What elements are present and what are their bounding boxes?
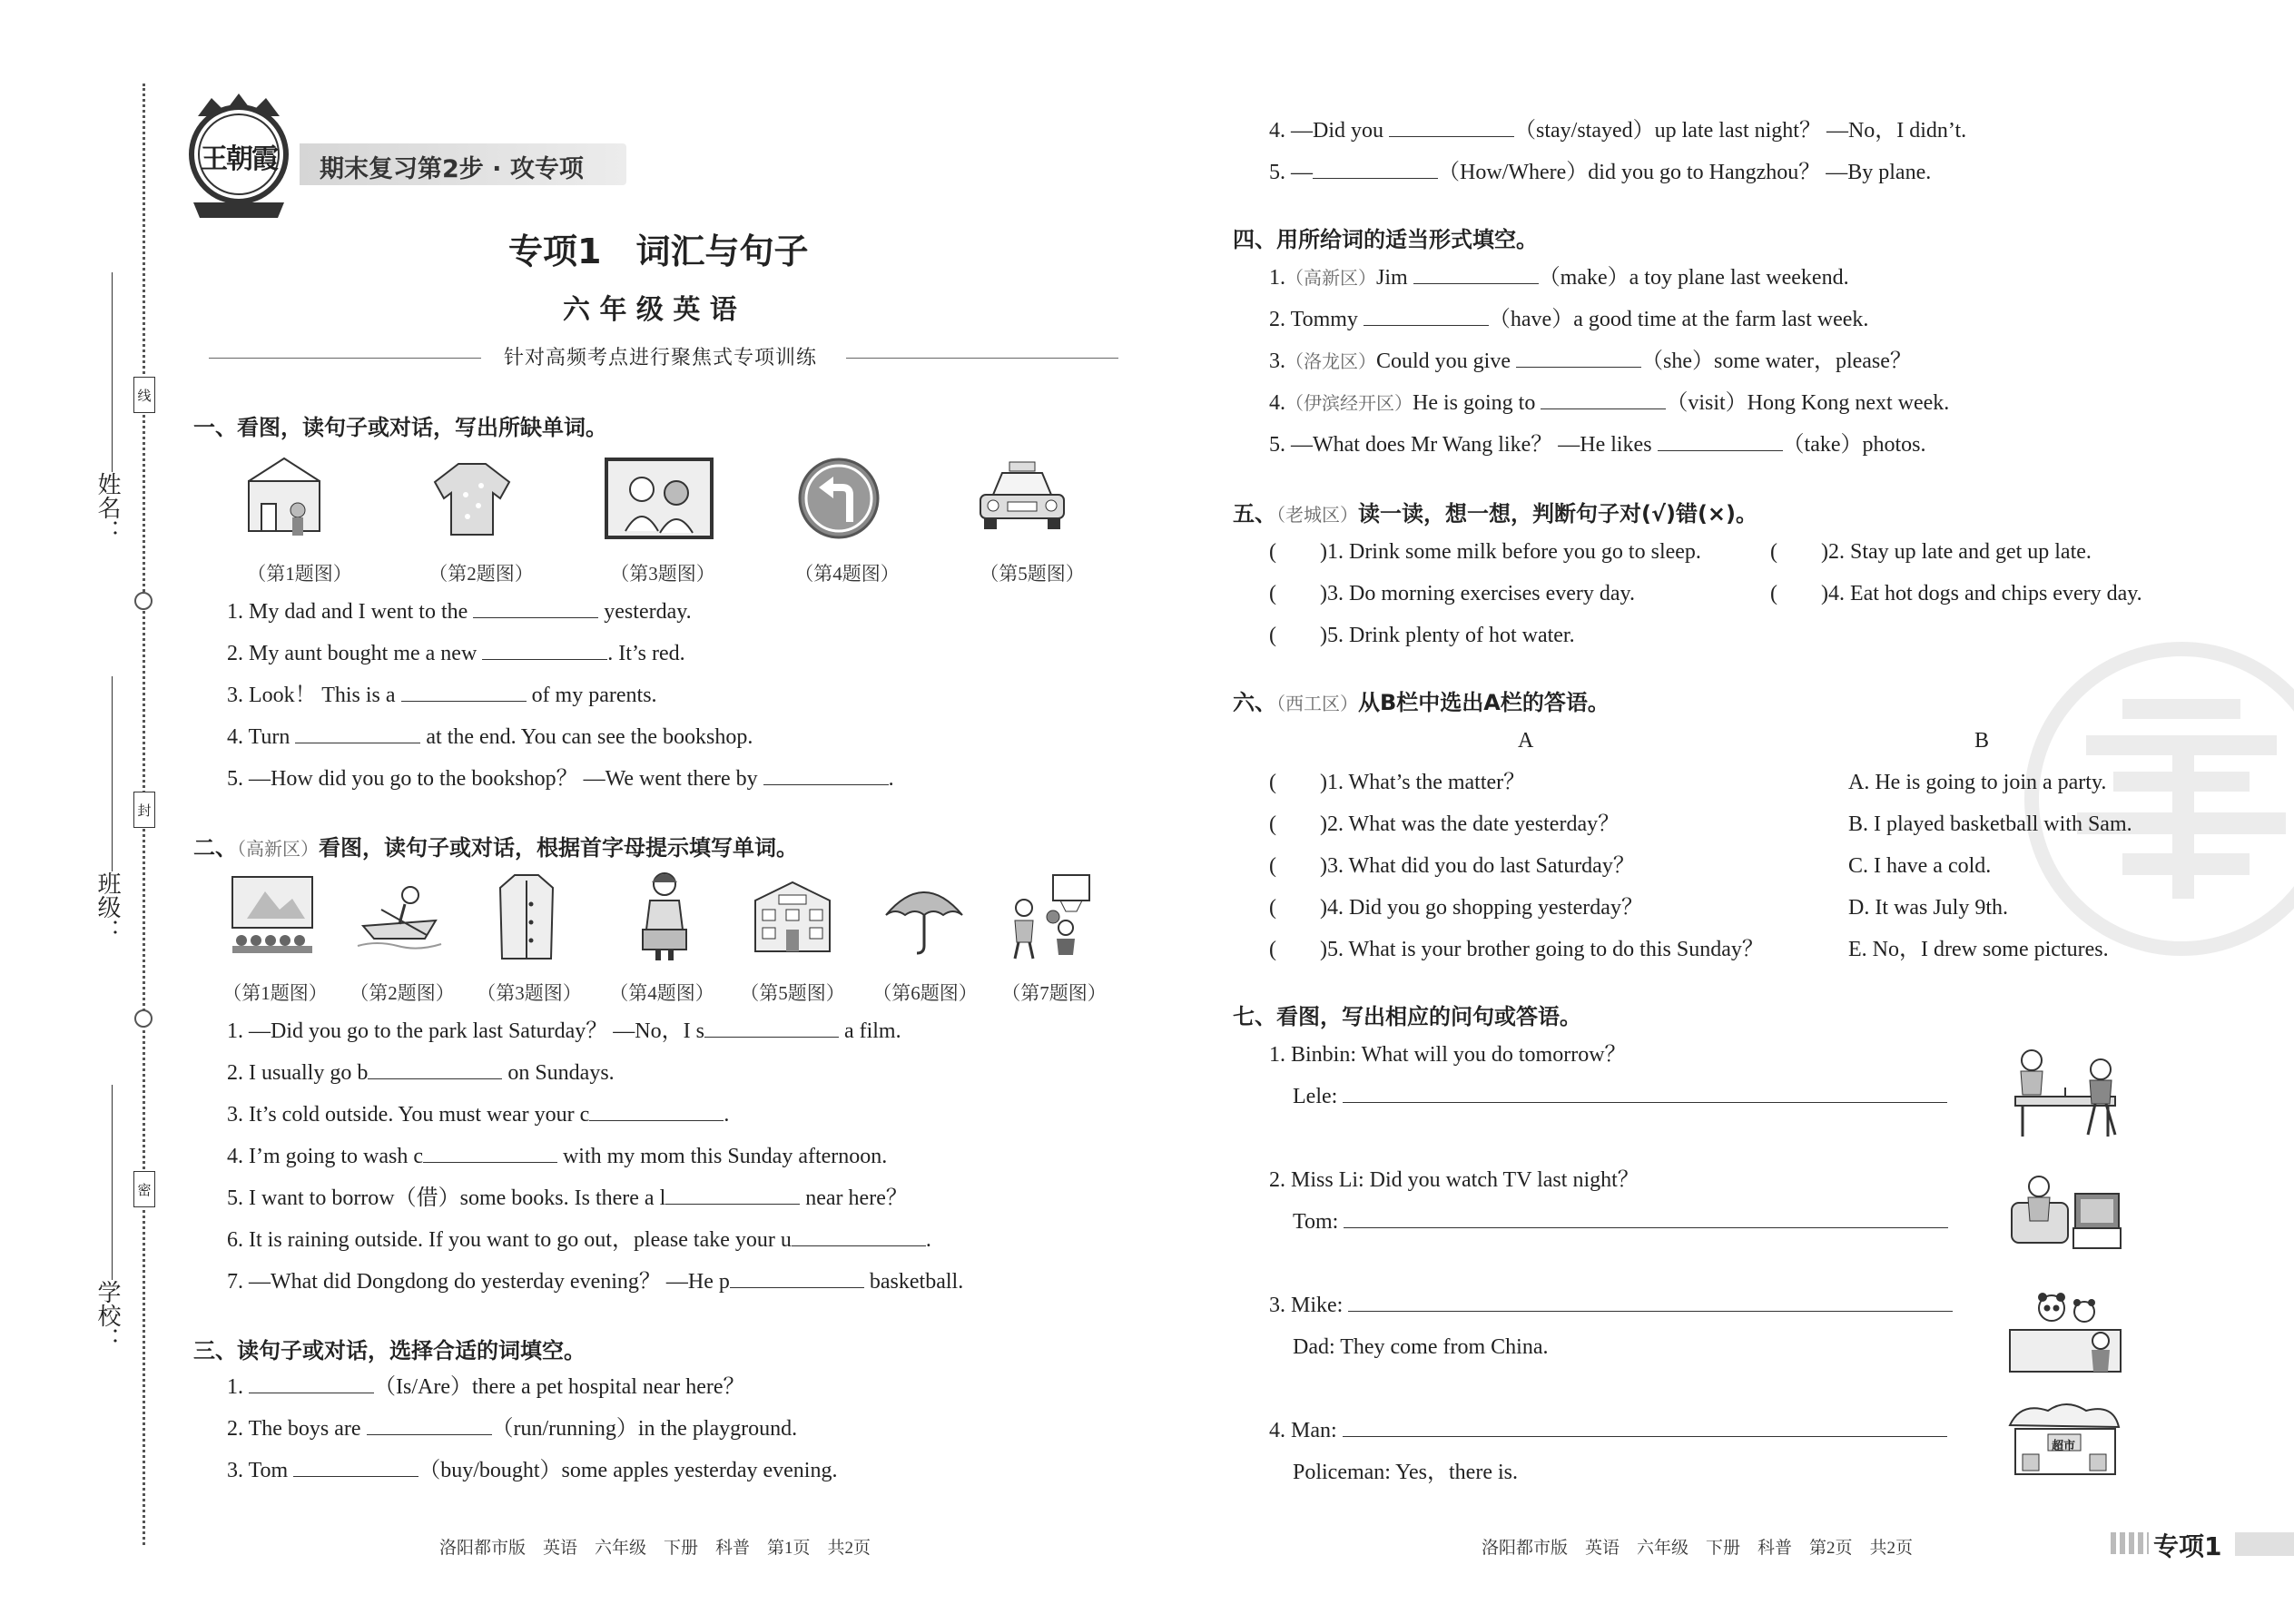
answer-blank[interactable] xyxy=(589,1100,724,1121)
s3-item-2: 2. The boys are （run/running）in the playground. xyxy=(227,1414,797,1443)
s2-item-7: 7. —What did Dongdong do yesterday evening？ —He p basketball. xyxy=(227,1267,963,1296)
tagline-rule-left xyxy=(209,358,481,359)
s7-q2: 2. Miss Li: Did you watch TV last night？ xyxy=(1269,1168,1639,1192)
cinema-picture xyxy=(229,873,316,961)
s4-item-5: 5. —What does Mr Wang like？ —He likes （take）photos. xyxy=(1269,430,1926,459)
binding-hole-icon xyxy=(134,592,153,610)
s2-item-1: 1. —Did you go to the park last Saturday？ —No，I s a film. xyxy=(227,1017,901,1046)
basketball-picture xyxy=(1002,871,1093,967)
answer-blank[interactable] xyxy=(368,1058,502,1079)
s6-b-item-5: E. No，I drew some pictures. xyxy=(1848,938,2109,961)
s3-item-4: 4. —Did you （stay/stayed）up late last night？ —No，I didn’t. xyxy=(1269,116,1966,145)
watching-tv-picture xyxy=(2006,1166,2124,1262)
s4-item-4: 4.（伊滨经开区）He is going to （visit）Hong Kong next week. xyxy=(1269,389,1949,418)
s6-b-item-4: D. It was July 9th. xyxy=(1848,896,2008,920)
library-building-picture xyxy=(743,873,842,961)
s6-b-item-3: C. I have a cold. xyxy=(1848,854,1992,878)
answer-paren[interactable]: ( ) xyxy=(1269,854,1327,878)
s2-item-4: 4. I’m going to wash c with my mom this Sunday afternoon. xyxy=(227,1142,887,1171)
name-field[interactable] xyxy=(112,272,113,472)
s2-item-5: 5. I want to borrow（借）some books. Is there a l near here？ xyxy=(227,1184,908,1213)
section-2-title: 二、（高新区）看图，读句子或对话，根据首字母提示填写单词。 xyxy=(193,835,798,861)
s7-a3: Dad: They come from China. xyxy=(1293,1335,1549,1359)
s6-b-item-1: A. He is going to join a party. xyxy=(1848,771,2107,794)
footer-right: 洛阳都市版 英语 六年级 下册 科普 第2页 共2页 xyxy=(1482,1539,1914,1558)
s5-item-2: ( )2. Stay up late and get up late. xyxy=(1770,540,2092,564)
s2-caption-7: （第7题图） xyxy=(1001,982,1107,1004)
school-label: 学校： xyxy=(94,1280,121,1351)
s6-b-item-2: B. I played basketball with Sam. xyxy=(1848,812,2132,836)
answer-blank[interactable] xyxy=(1389,116,1514,137)
answer-line[interactable] xyxy=(1343,1416,1947,1437)
s3-item-5: 5. — （How/Where）did you go to Hangzhou？ —By plane. xyxy=(1269,158,1931,187)
kindergarten-picture xyxy=(243,454,325,547)
s2-caption-1: （第1题图） xyxy=(222,982,328,1004)
page-subtitle: 六 年 级 英 语 xyxy=(563,294,737,326)
s2-caption-6: （第6题图） xyxy=(872,982,978,1004)
answer-blank[interactable] xyxy=(367,1414,492,1435)
s1-item-2: 2. My aunt bought me a new . It’s red. xyxy=(227,639,685,668)
answer-blank[interactable] xyxy=(249,1373,374,1393)
s6-a-item-2: ( )2. What was the date yesterday？ xyxy=(1269,812,1620,836)
boating-picture xyxy=(354,879,445,960)
answer-blank[interactable] xyxy=(482,639,607,660)
answer-blank[interactable] xyxy=(1313,158,1438,179)
binding-hole-icon xyxy=(134,1009,153,1028)
answer-blank[interactable] xyxy=(792,1225,926,1246)
s5-item-5: ( )5. Drink plenty of hot water. xyxy=(1269,624,1575,647)
s4-item-3: 3.（洛龙区）Could you give （she）some water，please？ xyxy=(1269,347,1912,377)
col-b-header: B xyxy=(1974,729,1990,753)
section-5-title: 五、（老城区）读一读，想一想，判断句子对(√)错(×)。 xyxy=(1233,501,1757,527)
ping-pong-picture xyxy=(2006,1044,2130,1148)
s2-caption-3: （第3题图） xyxy=(477,982,582,1004)
umbrella-picture xyxy=(882,873,966,961)
answer-line[interactable] xyxy=(1344,1207,1948,1228)
section-4-title: 四、用所给词的适当形式填空。 xyxy=(1233,227,1538,252)
s6-a-item-1: ( )1. What’s the matter？ xyxy=(1269,771,1526,794)
answer-blank[interactable] xyxy=(295,723,420,743)
answer-paren[interactable]: ( ) xyxy=(1269,582,1327,605)
coat-picture xyxy=(495,871,558,967)
answer-paren[interactable]: ( ) xyxy=(1269,624,1327,647)
s1-item-5: 5. —How did you go to the bookshop？ —We went there by . xyxy=(227,764,894,793)
taxi-picture xyxy=(975,458,1069,539)
s7-a1: Lele: xyxy=(1293,1082,1947,1111)
answer-blank[interactable] xyxy=(763,764,889,785)
s7-a4: Policeman: Yes，there is. xyxy=(1293,1461,1518,1484)
s1-caption-5: （第5题图） xyxy=(980,563,1085,585)
s3-item-1: 1. （Is/Are）there a pet hospital near here？ xyxy=(227,1373,745,1402)
answer-paren[interactable]: ( ) xyxy=(1269,812,1327,836)
answer-blank[interactable] xyxy=(1364,305,1489,326)
s2-caption-4: （第4题图） xyxy=(609,982,714,1004)
answer-blank[interactable] xyxy=(665,1184,800,1205)
s7-a2: Tom: xyxy=(1293,1207,1948,1236)
answer-line[interactable] xyxy=(1343,1082,1947,1103)
answer-blank[interactable] xyxy=(473,597,598,618)
class-label: 班级： xyxy=(94,871,121,942)
supermarket-sign: 超市 xyxy=(2052,1440,2076,1453)
section-7-title: 七、看图，写出相应的问句或答语。 xyxy=(1233,1004,1581,1029)
s6-a-item-3: ( )3. What did you do last Saturday？ xyxy=(1269,854,1635,878)
banner-text: 期末复习第2步 · 攻专项 xyxy=(320,155,584,183)
answer-blank[interactable] xyxy=(1541,389,1666,409)
tagline-rule-right xyxy=(846,358,1118,359)
s2-caption-5: （第5题图） xyxy=(740,982,845,1004)
s5-item-4: ( )4. Eat hot dogs and chips every day. xyxy=(1770,582,2142,605)
answer-paren[interactable]: ( ) xyxy=(1269,938,1327,961)
section-3-title: 三、读句子或对话，选择合适的词填空。 xyxy=(193,1338,586,1363)
s3-item-3: 3. Tom （buy/bought）some apples yesterday evening. xyxy=(227,1456,837,1485)
sweater-picture xyxy=(431,458,513,545)
s1-item-1: 1. My dad and I went to the yesterday. xyxy=(227,597,692,626)
answer-blank[interactable] xyxy=(1413,263,1539,284)
footer-tag: 专项1 xyxy=(2153,1531,2222,1561)
section-1-title: 一、看图，读句子或对话，写出所缺单词。 xyxy=(193,415,607,440)
s1-caption-4: （第4题图） xyxy=(794,563,900,585)
answer-blank[interactable] xyxy=(1658,430,1783,451)
answer-paren[interactable]: ( ) xyxy=(1770,582,1828,605)
answer-blank[interactable] xyxy=(730,1267,864,1288)
s4-item-2: 2. Tommy （have）a good time at the farm last week. xyxy=(1269,305,1868,334)
footer-left: 洛阳都市版 英语 六年级 下册 科普 第1页 共2页 xyxy=(439,1539,871,1558)
s7-q3: 3. Mike: xyxy=(1269,1291,1953,1320)
s1-item-4: 4. Turn at the end. You can see the bookshop. xyxy=(227,723,753,752)
section-6-title: 六、（西工区）从B栏中选出A栏的答语。 xyxy=(1233,690,1610,715)
s6-a-item-4: ( )4. Did you go shopping yesterday？ xyxy=(1269,896,1643,920)
s2-item-6: 6. It is raining outside. If you want to go out，please take your u . xyxy=(227,1225,931,1255)
col-a-header: A xyxy=(1518,729,1534,753)
answer-line[interactable] xyxy=(1348,1291,1953,1312)
s1-caption-1: （第1题图） xyxy=(247,563,352,585)
s1-caption-3: （第3题图） xyxy=(610,563,715,585)
answer-blank[interactable] xyxy=(401,681,527,702)
answer-blank[interactable] xyxy=(1516,347,1641,368)
tagline: 针对高频考点进行聚焦式专项训练 xyxy=(504,346,818,369)
name-label: 姓名： xyxy=(94,472,121,543)
s2-item-3: 3. It’s cold outside. You must wear your c . xyxy=(227,1100,729,1129)
seal-char-1: 线 xyxy=(133,377,155,413)
footer-tag-bar xyxy=(2235,1532,2294,1556)
s5-item-3: ( )3. Do morning exercises every day. xyxy=(1269,582,1635,605)
turn-left-sign-picture xyxy=(797,457,881,545)
answer-paren[interactable]: ( ) xyxy=(1770,540,1828,564)
seal-char-3: 密 xyxy=(133,1171,155,1207)
school-field[interactable] xyxy=(112,1085,113,1280)
answer-blank[interactable] xyxy=(423,1142,557,1163)
s2-item-2: 2. I usually go b on Sundays. xyxy=(227,1058,615,1088)
s5-item-1: ( )1. Drink some milk before you go to sleep. xyxy=(1269,540,1701,564)
washing-clothes-picture xyxy=(628,870,701,967)
s7-q4: 4. Man: xyxy=(1269,1416,1947,1445)
pandas-zoo-picture xyxy=(2006,1284,2124,1380)
s2-caption-2: （第2题图） xyxy=(350,982,455,1004)
footer-tag-pattern xyxy=(2111,1532,2149,1554)
class-field[interactable] xyxy=(112,676,113,871)
s6-a-item-5: ( )5. What is your brother going to do this Sunday？ xyxy=(1269,938,1764,961)
s1-caption-2: （第2题图） xyxy=(428,563,534,585)
answer-blank[interactable] xyxy=(293,1456,418,1477)
seal-char-2: 封 xyxy=(133,792,155,828)
s7-q1: 1. Binbin: What will you do tomorrow？ xyxy=(1269,1043,1627,1067)
answer-paren[interactable]: ( ) xyxy=(1269,540,1327,564)
photo-of-parents-picture xyxy=(604,457,714,545)
s4-item-1: 1.（高新区）Jim （make）a toy plane last weekend. xyxy=(1269,263,1849,293)
confidential-watermark xyxy=(2023,635,2294,967)
page-title: 专项1 词汇与句子 xyxy=(508,231,809,271)
logo-text: 王朝霞 xyxy=(201,143,277,175)
answer-paren[interactable]: ( ) xyxy=(1269,896,1327,920)
brand-logo xyxy=(180,89,298,225)
answer-paren[interactable]: ( ) xyxy=(1269,771,1327,794)
answer-blank[interactable] xyxy=(704,1017,839,1038)
s1-item-3: 3. Look！ This is a of my parents. xyxy=(227,681,657,710)
